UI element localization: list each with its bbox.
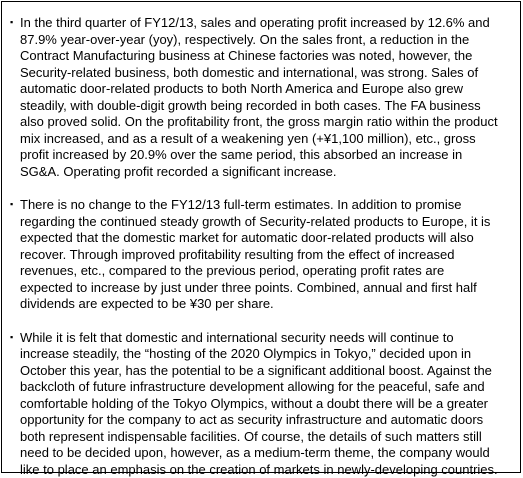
paragraph-text: In the third quarter of FY12/13, sales and operating profit increased by 12.6% and 87.9% year-over-year (yoy), respectively. On the sales front, a reduction in the Contract Manufacturing business at Chinese factories was noted, however, the Security-related business, both domestic and international, was strong. Sales of automatic door-related products to both North America and Europe also grew steadily, with double-digit growth being recorded in both cases. The FA business also proved solid. On the profitability front, the gross margin ratio within the product mix increased, and as a result of a weakening yen (+¥1,100 million), etc., gross profit increased by 20.9% over the same period, this absorbed an increase in SG&A. Operating profit recorded a significant increase. <box>20 15 498 179</box>
summary-text-box <box>1 1 521 473</box>
paragraph-text: There is no change to the FY12/13 full-term estimates. In addition to promise regarding the continued steady growth of Security-related products to Europe, it is expected that the domestic market for automatic door-related products will also recover. Through improved profitability resulting from the effect of increased revenues, etc., compared to the previous period, operating profit rates are expected to increase by just under three points. Combined, annual and first half dividends are expected to be ¥30 per share. <box>20 197 490 311</box>
bullet-paragraph-quarter-results <box>10 15 500 180</box>
bullet-paragraph-olympics-outlook <box>10 330 500 478</box>
paragraph-text: While it is felt that domestic and international security needs will continue to increase steadily, the “hosting of the 2020 Olympics in Tokyo,” decided upon in October this year, has the potential to be a significant additional boost. Against the backcloth of future infrastructure development allowing for the peaceful, safe and comfortable holding of the Tokyo Olympics, without a doubt there will be a greater opportunity for the company to act as security infrastructure and automatic doors both represent indispensable facilities. Of course, the details of such matters still need to be decided upon, however, as a medium-term theme, the company would like to place an emphasis on the creation of markets in newly-developing countries. <box>20 330 498 477</box>
bullet-icon: ▪ <box>10 15 13 29</box>
bullet-paragraph-full-term-estimates <box>10 197 500 313</box>
bullet-icon: ▪ <box>10 197 13 211</box>
bullet-icon: ▪ <box>10 330 13 344</box>
